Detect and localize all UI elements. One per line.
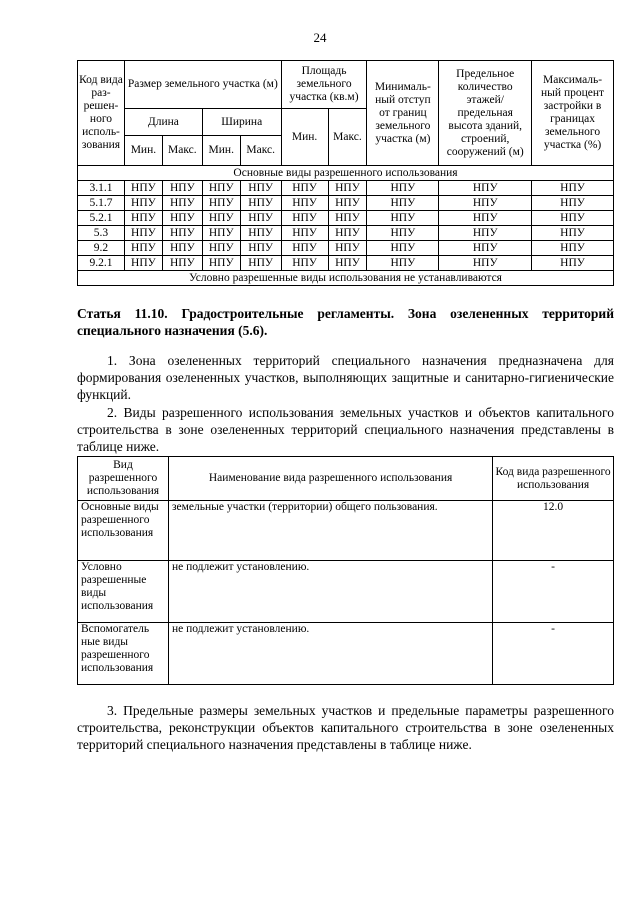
cell-value: НПУ xyxy=(367,211,439,226)
cell-value: НПУ xyxy=(328,181,367,196)
cell-value: НПУ xyxy=(439,196,532,211)
header-length-max: Макс. xyxy=(162,136,202,166)
header-area: Площадь земельного участка (кв.м) xyxy=(281,61,367,109)
row-name: не подлежит установлению. xyxy=(168,623,492,685)
header-code: Код вида раз-решен-ного исполь-зования xyxy=(78,61,125,166)
section-conditional: Условно разрешенные виды использования не устанавливаются xyxy=(78,271,614,286)
cell-value: НПУ xyxy=(124,181,162,196)
cell-value: НПУ xyxy=(281,211,328,226)
header-width-max: Макс. xyxy=(240,136,281,166)
cell-value: НПУ xyxy=(124,241,162,256)
row-type: Основные виды разрешенного использования xyxy=(78,501,169,561)
cell-value: НПУ xyxy=(240,256,281,271)
cell-value: НПУ xyxy=(367,241,439,256)
cell-value: НПУ xyxy=(202,241,240,256)
row-code: 12.0 xyxy=(493,501,614,561)
paragraph-2: 2. Виды разрешенного использования земельных участков и объектов капитального строительства в зоне озелененных территорий специального назначения представлены в таблице ниже. xyxy=(77,405,614,454)
cell-value: НПУ xyxy=(367,196,439,211)
cell-value: НПУ xyxy=(202,211,240,226)
cell-value: НПУ xyxy=(240,196,281,211)
cell-value: НПУ xyxy=(124,211,162,226)
cell-value: НПУ xyxy=(162,211,202,226)
cell-value: НПУ xyxy=(532,196,614,211)
cell-code: 5.3 xyxy=(78,226,125,241)
cell-value: НПУ xyxy=(281,181,328,196)
cell-value: НПУ xyxy=(439,241,532,256)
table-row xyxy=(78,256,614,271)
header-area-max: Макс. xyxy=(328,109,367,166)
article-title: Статья 11.10. Градостроительные регламенты. Зона озелененных территорий специального назначения (5.6). xyxy=(77,306,614,338)
header-width-min: Мин. xyxy=(202,136,240,166)
row-name: не подлежит установлению. xyxy=(168,561,492,623)
cell-value: НПУ xyxy=(532,181,614,196)
header-percent: Максималь-ный процент застройки в границах земельного участка (%) xyxy=(532,61,614,166)
row-code: - xyxy=(493,561,614,623)
cell-value: НПУ xyxy=(124,226,162,241)
cell-value: НПУ xyxy=(162,181,202,196)
header-length-min: Мин. xyxy=(124,136,162,166)
header-area-min: Мин. xyxy=(281,109,328,166)
cell-value: НПУ xyxy=(240,226,281,241)
cell-value: НПУ xyxy=(439,181,532,196)
header-width: Ширина xyxy=(202,109,281,136)
cell-value: НПУ xyxy=(532,256,614,271)
parameters-table xyxy=(77,60,614,286)
cell-value: НПУ xyxy=(162,196,202,211)
cell-code: 9.2 xyxy=(78,241,125,256)
cell-value: НПУ xyxy=(328,256,367,271)
cell-value: НПУ xyxy=(328,226,367,241)
header-setback: Минималь-ный отступ от границ земельного участка (м) xyxy=(367,61,439,166)
section-main: Основные виды разрешенного использования xyxy=(78,166,614,181)
cell-value: НПУ xyxy=(532,211,614,226)
cell-value: НПУ xyxy=(367,181,439,196)
cell-code: 5.2.1 xyxy=(78,211,125,226)
header-floors: Предельное количество этажей/ предельная высота зданий, строений, сооружений (м) xyxy=(439,61,532,166)
row-name: земельные участки (территории) общего пользования. xyxy=(168,501,492,561)
cell-value: НПУ xyxy=(281,196,328,211)
header-code: Код вида разрешенного использования xyxy=(493,457,614,501)
cell-value: НПУ xyxy=(439,226,532,241)
header-type: Вид разрешенного использования xyxy=(78,457,169,501)
cell-value: НПУ xyxy=(281,241,328,256)
paragraph-3: 3. Предельные размеры земельных участков и предельные параметры разрешенного строительства, реконструкции объектов капитального строительства в зоне озелененных территорий специального назначения представлены в таблице ниже. xyxy=(77,703,614,752)
header-length: Длина xyxy=(124,109,202,136)
cell-value: НПУ xyxy=(202,196,240,211)
paragraph-1: 1. Зона озелененных территорий специального назначения предназначена для формирования озелененных участков, выполняющих защитные и санитарно-гигиенические функций. xyxy=(77,353,614,402)
cell-value: НПУ xyxy=(202,256,240,271)
cell-value: НПУ xyxy=(240,241,281,256)
page-number: 24 xyxy=(313,30,327,45)
cell-value: НПУ xyxy=(439,256,532,271)
cell-value: НПУ xyxy=(367,256,439,271)
cell-value: НПУ xyxy=(328,211,367,226)
cell-value: НПУ xyxy=(240,181,281,196)
cell-value: НПУ xyxy=(162,256,202,271)
cell-value: НПУ xyxy=(124,256,162,271)
cell-value: НПУ xyxy=(532,241,614,256)
row-type: Условно разрешенные виды использования xyxy=(78,561,169,623)
cell-value: НПУ xyxy=(240,211,281,226)
row-code: - xyxy=(493,623,614,685)
header-size: Размер земельного участка (м) xyxy=(124,61,281,109)
cell-value: НПУ xyxy=(124,196,162,211)
cell-value: НПУ xyxy=(532,226,614,241)
cell-value: НПУ xyxy=(202,181,240,196)
table-row xyxy=(78,196,614,211)
row-type: Вспомогатель ные виды разрешенного использования xyxy=(78,623,169,685)
table-row xyxy=(78,241,614,256)
cell-value: НПУ xyxy=(367,226,439,241)
cell-value: НПУ xyxy=(281,226,328,241)
cell-value: НПУ xyxy=(162,241,202,256)
header-name: Наименование вида разрешенного использования xyxy=(168,457,492,501)
usage-types-table xyxy=(77,456,614,685)
cell-value: НПУ xyxy=(202,226,240,241)
cell-value: НПУ xyxy=(439,211,532,226)
cell-code: 3.1.1 xyxy=(78,181,125,196)
table-row xyxy=(78,226,614,241)
cell-value: НПУ xyxy=(162,226,202,241)
cell-value: НПУ xyxy=(328,241,367,256)
cell-code: 9.2.1 xyxy=(78,256,125,271)
cell-value: НПУ xyxy=(281,256,328,271)
cell-code: 5.1.7 xyxy=(78,196,125,211)
table-row xyxy=(78,211,614,226)
table-row xyxy=(78,181,614,196)
cell-value: НПУ xyxy=(328,196,367,211)
